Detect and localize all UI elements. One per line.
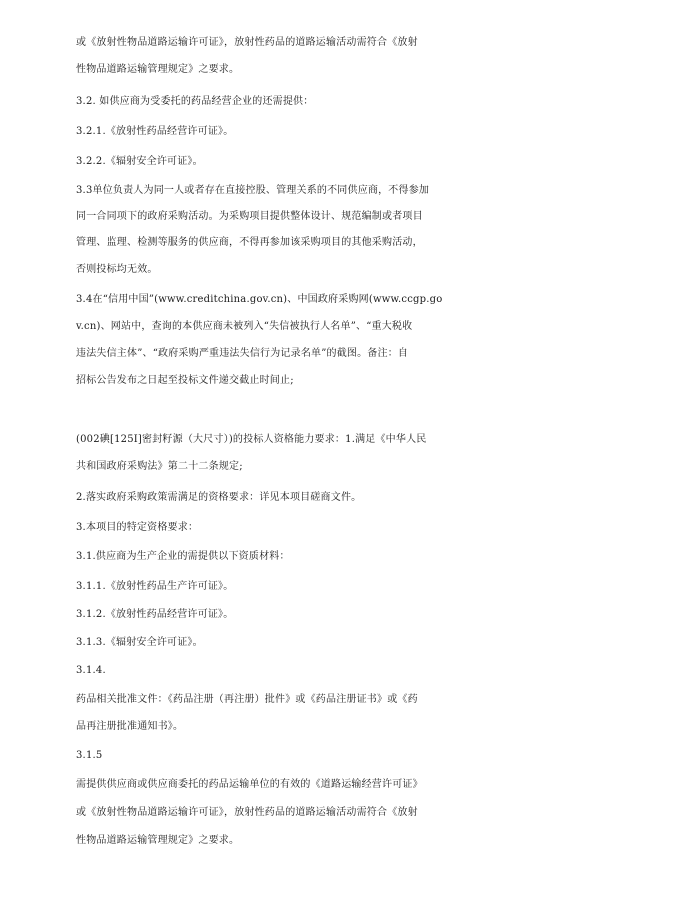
text-line: 性物品道路运输管理规定》之要求。 xyxy=(76,835,240,846)
text-line: 3.1.1.《放射性药品生产许可证》。 xyxy=(76,581,234,592)
text-line: 3.1.4. xyxy=(76,665,106,676)
text-line: 管理、监理、检测等服务的供应商，不得再参加该采购项目的其他采购活动， xyxy=(76,237,423,248)
text-line: 3.2.1.《放射性药品经营许可证》。 xyxy=(76,126,234,137)
text-line: 3.1.供应商为生产企业的需提供以下资质材料： xyxy=(76,551,290,562)
text-line: 3.2.2.《辐射安全许可证》。 xyxy=(76,156,203,167)
text-line: 性物品道路运输管理规定》之要求。 xyxy=(76,64,240,75)
text-line: 3.1.2.《放射性药品经营许可证》。 xyxy=(76,609,234,620)
text-line: 2.落实政府采购政策需满足的资格要求：详见本项目磋商文件。 xyxy=(76,492,362,503)
text-line: 同一合同项下的政府采购活动。为采购项目提供整体设计、规范编制或者项目 xyxy=(76,211,423,222)
text-line: 3.3单位负责人为同一人或者存在直接控股、管理关系的不同供应商，不得参加 xyxy=(76,185,430,196)
text-line: 共和国政府采购法》第二十二条规定; xyxy=(76,461,243,472)
text-line: 违法失信主体”、“政府采购严重违法失信行为记录名单”的截图。备注：自 xyxy=(76,348,409,359)
text-line: 3.4在“信用中国”(www.creditchina.gov.cn)、中国政府采购网(www.ccgp.go xyxy=(76,294,443,305)
text-line: 或《放射性物品道路运输许可证》，放射性药品的道路运输活动需符合《放射 xyxy=(76,807,418,818)
text-line: 招标公告发布之日起至投标文件递交截止时间止; xyxy=(76,375,294,386)
text-line: 否则投标均无效。 xyxy=(76,264,158,275)
text-line: 3.2. 如供应商为受委托的药品经营企业的还需提供： xyxy=(76,96,314,107)
text-line: 药品相关批准文件：《药品注册（再注册）批件》或《药品注册证书》或《药 xyxy=(76,694,418,705)
text-line: 3.本项目的特定资格要求： xyxy=(76,522,199,533)
text-line: (002碘[125I]密封籽源（大尺寸）)的投标人资格能力要求：1.满足《中华人民 xyxy=(76,434,427,445)
text-line: 3.1.3.《辐射安全许可证》。 xyxy=(76,637,203,648)
text-line: 品再注册批准通知书》。 xyxy=(76,721,184,732)
text-line: 3.1.5 xyxy=(76,750,103,761)
text-line: 或《放射性物品道路运输许可证》，放射性药品的道路运输活动需符合《放射 xyxy=(76,37,418,48)
text-line: v.cn)、网站中，查询的本供应商未被列入“失信被执行人名单”、“重大税收 xyxy=(76,321,413,332)
text-line: 需提供供应商或供应商委托的药品运输单位的有效的《道路运输经营许可证》 xyxy=(76,779,423,790)
